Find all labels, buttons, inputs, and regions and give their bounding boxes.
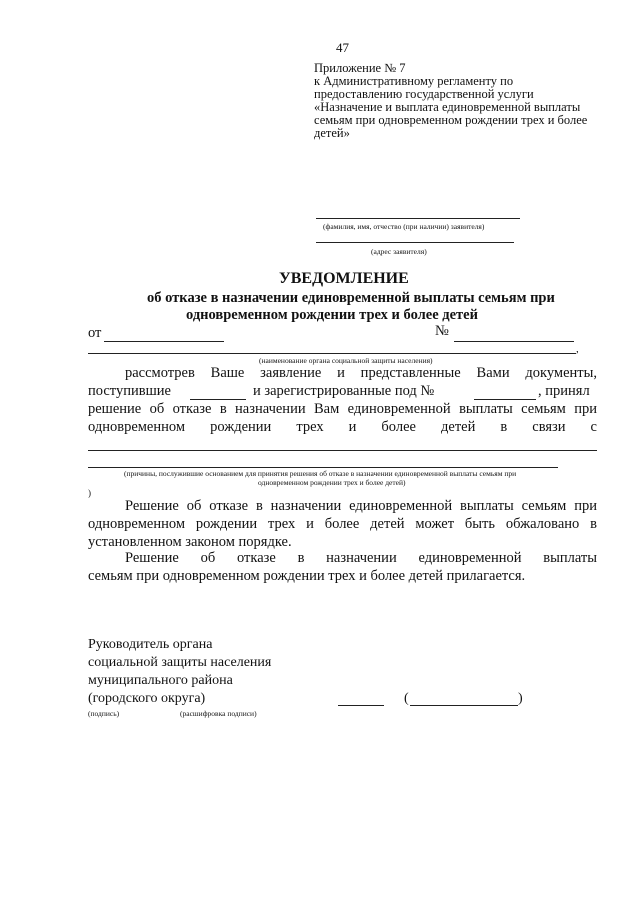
- received-date-line: [190, 399, 246, 400]
- authority-line: [88, 353, 576, 354]
- signature-line: Руководитель органа: [88, 637, 213, 652]
- body-p1-line1: рассмотрев Ваше заявление и представленные Вами документы,: [125, 365, 597, 381]
- decode-open-paren: (: [404, 691, 409, 706]
- address-line: [316, 242, 514, 243]
- appendix-line: детей»: [314, 126, 350, 140]
- appendix-line: предоставлению государственной услуги: [314, 87, 534, 101]
- received-label: поступившие: [88, 383, 171, 399]
- fio-caption: (фамилия, имя, отчество (при наличии) заявителя): [323, 222, 485, 231]
- body-p3-line1: Решение об отказе в назначении единовременной выплаты: [125, 550, 597, 566]
- sign-caption: (подпись): [88, 709, 120, 718]
- fio-line: [316, 218, 520, 219]
- body-p2-line3: установленном законом порядке.: [88, 534, 292, 550]
- closing-paren: ): [88, 488, 91, 498]
- page-number: 47: [336, 40, 349, 55]
- body-p3-line2: семьям при одновременном рождении трех и более детей прилагается.: [88, 568, 526, 584]
- notice-subtitle-line2: одновременном рождении трех и более детей: [186, 307, 478, 323]
- reasons-line-1: [88, 450, 597, 451]
- reasons-caption-line1: (причины, послужившие основанием для принятия решения об отказе в назначении единовременной выплаты семьям при: [124, 469, 517, 478]
- signature-line-field: [338, 705, 384, 706]
- signature-title: [88, 636, 271, 708]
- notice-subtitle-line1: об отказе в назначении единовременной выплаты семьям при: [147, 290, 555, 306]
- decode-close-paren: ): [518, 691, 523, 706]
- address-caption: (адрес заявителя): [371, 247, 427, 256]
- body-p1-line3: решение об отказе в назначении Вам единовременной выплаты семьям при: [88, 401, 597, 417]
- date-from-label: от: [88, 325, 102, 341]
- appendix-line: к Административному регламенту по: [314, 74, 514, 88]
- appendix-title: Приложение № 7: [314, 61, 406, 75]
- body-p2-line1: Решение об отказе в назначении единовременной выплаты семьям при: [125, 498, 597, 514]
- appendix-line: семьям при одновременном рождении трех и более: [314, 113, 588, 127]
- authority-comma: ,: [576, 343, 579, 355]
- decode-line-field: [410, 705, 518, 706]
- registered-number-line: [474, 399, 536, 400]
- signature-line: муниципального района: [88, 673, 233, 688]
- signature-line: социальной защиты населения: [88, 655, 272, 670]
- registered-label: и зарегистрированные под №: [253, 383, 435, 399]
- number-label: №: [435, 323, 449, 339]
- notice-title: УВЕДОМЛЕНИЕ: [279, 270, 409, 287]
- reasons-line-2: [88, 467, 558, 468]
- decode-caption: (расшифровка подписи): [180, 709, 257, 718]
- number-line: [454, 341, 574, 342]
- appendix-line: «Назначение и выплата единовременной выплаты: [314, 100, 581, 114]
- accepted-label: , принял: [538, 383, 590, 399]
- body-p1-line4: одновременном рождении трех и более детей в связи с: [88, 419, 597, 435]
- body-p1-line2: [88, 383, 597, 401]
- body-p2-line2: одновременном рождении трех и более детей может быть обжаловано в: [88, 516, 597, 532]
- reasons-caption-line2: одновременном рождении трех и более детей): [258, 478, 406, 487]
- appendix-block: [314, 62, 594, 140]
- date-line: [104, 341, 224, 342]
- signature-line: (городского округа): [88, 691, 206, 706]
- authority-caption: (наименование органа социальной защиты населения): [259, 356, 433, 365]
